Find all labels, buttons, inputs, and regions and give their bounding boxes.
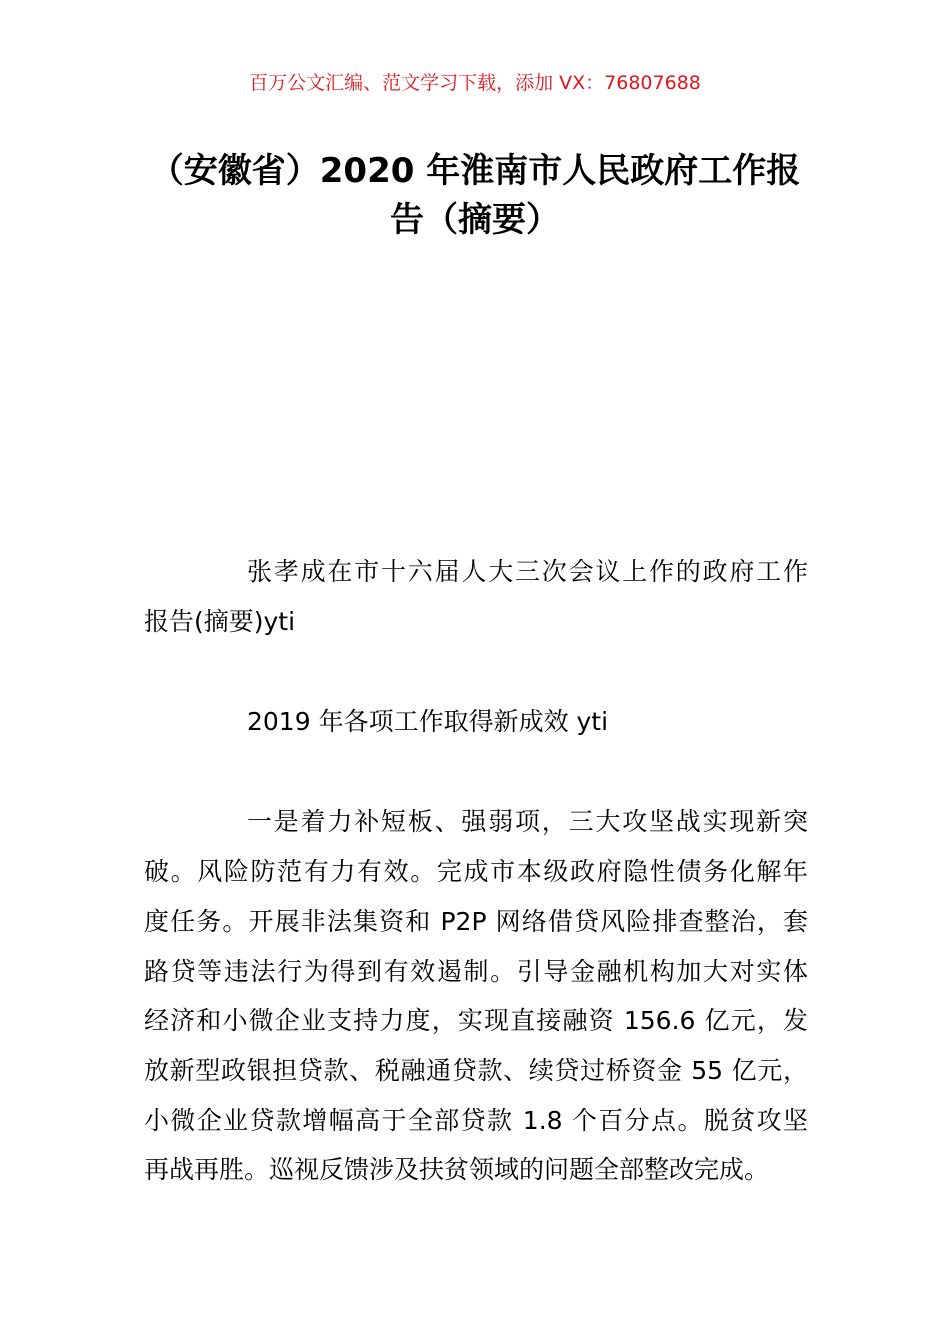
paragraph-3-line-7: 小微企业贷款增幅高于全部贷款 1.8 个百分点。脱贫攻坚 xyxy=(144,1106,808,1135)
paragraph-3-line-8: 再战再胜。巡视反馈涉及扶贫领域的问题全部整改完成。 xyxy=(144,1155,770,1184)
paragraph-1-line-1: 张孝成在市十六届人大三次会议上作的政府工作 xyxy=(247,557,808,586)
paragraph-3-line-3: 度任务。开展非法集资和 P2P 网络借贷风险排查整治，套 xyxy=(144,907,808,936)
paragraph-3-line-1: 一是着力补短板、强弱项，三大攻坚战实现新突 xyxy=(247,807,808,836)
paragraph-3-line-5: 经济和小微企业支持力度，实现直接融资 156.6 亿元，发 xyxy=(144,1006,808,1035)
document-title-line-2: 告（摘要） xyxy=(390,200,560,240)
paragraph-3-line-4: 路贷等违法行为得到有效遏制。引导金融机构加大对实体 xyxy=(144,957,808,986)
paragraph-3-line-6: 放新型政银担贷款、税融通贷款、续贷过桥资金 55 亿元， xyxy=(144,1056,808,1085)
watermark-header: 百万公文汇编、范文学习下载，添加 VX：76807688 xyxy=(249,72,701,94)
document-title-line-1: （安徽省）2020 年淮南市人民政府工作报 xyxy=(149,151,801,191)
paragraph-3-line-2: 破。风险防范有力有效。完成市本级政府隐性债务化解年 xyxy=(144,857,808,886)
paragraph-2-line-1: 2019 年各项工作取得新成效 yti xyxy=(247,707,609,736)
paragraph-1-line-2: 报告(摘要)yti xyxy=(144,607,296,636)
